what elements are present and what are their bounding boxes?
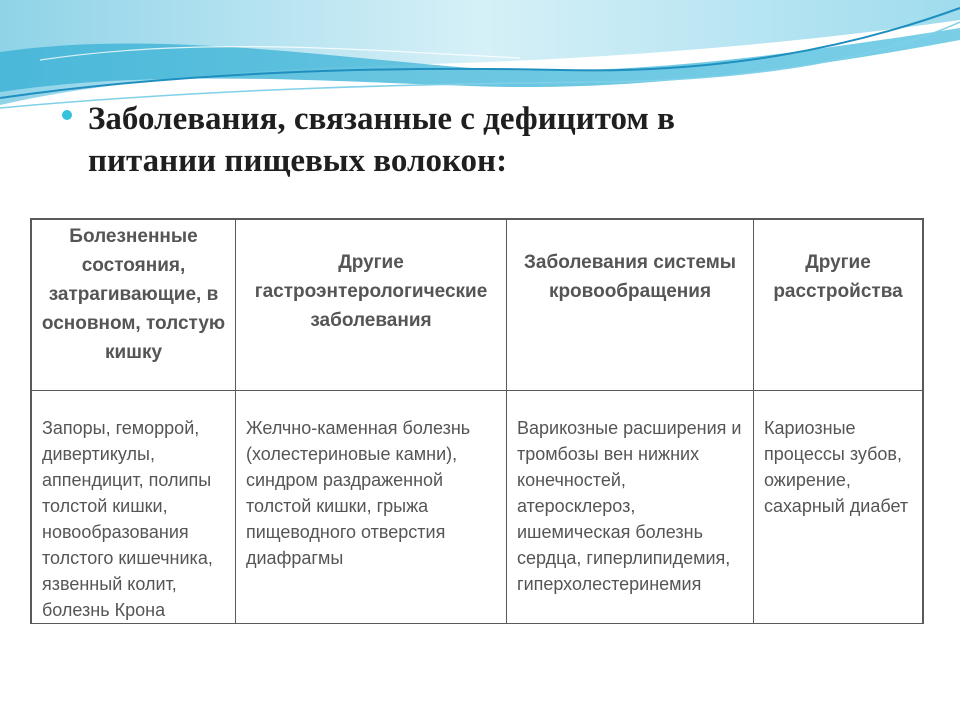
bullet-point-icon [62,110,72,120]
header-other-gastro: Другие гастроэнтерологические заболевания [236,220,507,391]
diseases-table [30,218,924,624]
cell-circulatory: Варикозные расширения и тромбозы вен нижних конечностей, атеросклероз, ишемическая болезнь сердца, гиперлипидемия, гиперхолестеринемия [507,391,754,624]
header-colon-conditions: Болезненные состояния, затрагивающие, в основном, толстую кишку [32,220,236,391]
diseases-table-grid [31,219,923,624]
header-other-disorders: Другие расстройства [754,220,923,391]
table-row [32,391,923,624]
cell-colon-conditions: Запоры, геморрой, дивертикулы, аппендицит, полипы толстой кишки, новообразования толстого кишечника, язвенный колит, болезнь Крона [32,391,236,624]
table-header-row [32,220,923,391]
header-circulatory: Заболевания системы кровообращения [507,220,754,391]
slide-title: Заболевания, связанные с дефицитом в питании пищевых волокон: [88,101,675,179]
cell-other-disorders: Кариозные процессы зубов, ожирение, сахарный диабет [754,391,923,624]
cell-other-gastro: Желчно-каменная болезнь (холестериновые камни), синдром раздраженной толстой кишки, грыжа пищеводного отверстия диафрагмы [236,391,507,624]
